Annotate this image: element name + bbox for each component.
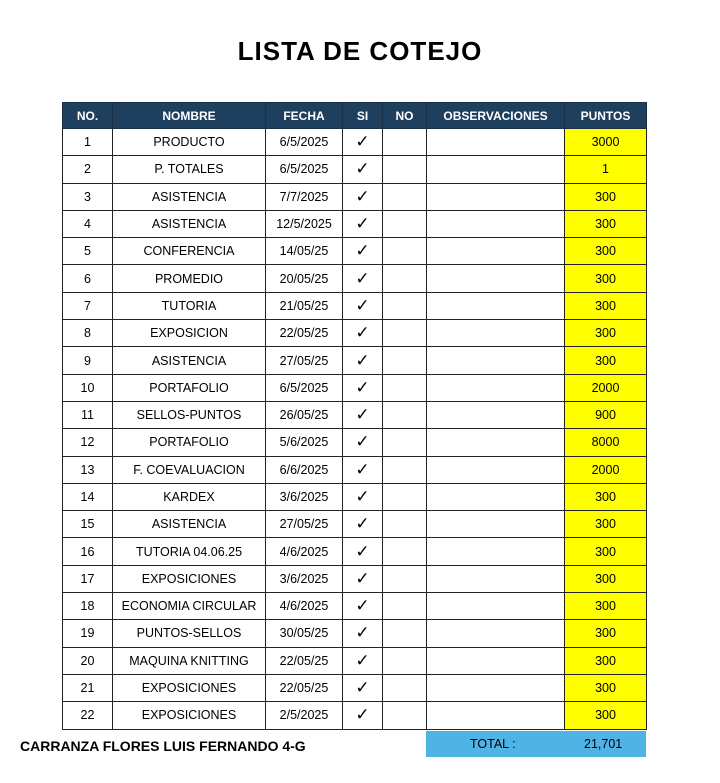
row-nombre: ECONOMIA CIRCULAR: [113, 593, 266, 620]
row-no-mark: [383, 483, 427, 510]
table-row: [63, 156, 647, 183]
row-observaciones: [427, 647, 565, 674]
table-body: [63, 129, 647, 730]
row-si-check: ✓: [343, 593, 383, 620]
table-row: [63, 238, 647, 265]
row-puntos: 300: [565, 483, 647, 510]
row-number: 14: [63, 483, 113, 510]
row-number: 13: [63, 456, 113, 483]
row-si-check: ✓: [343, 129, 383, 156]
row-nombre: PUNTOS-SELLOS: [113, 620, 266, 647]
row-fecha: 21/05/25: [266, 292, 343, 319]
row-no-mark: [383, 374, 427, 401]
page-title: LISTA DE COTEJO: [237, 36, 483, 66]
row-nombre: PRODUCTO: [113, 129, 266, 156]
row-si-check: ✓: [343, 674, 383, 701]
row-si-check: ✓: [343, 702, 383, 729]
row-fecha: 3/6/2025: [266, 483, 343, 510]
row-observaciones: [427, 374, 565, 401]
row-puntos: 300: [565, 674, 647, 701]
row-nombre: TUTORIA: [113, 292, 266, 319]
row-puntos: 3000: [565, 129, 647, 156]
row-no-mark: [383, 238, 427, 265]
row-number: 17: [63, 565, 113, 592]
row-si-check: ✓: [343, 401, 383, 428]
row-number: 22: [63, 702, 113, 729]
row-number: 18: [63, 593, 113, 620]
row-fecha: 6/5/2025: [266, 129, 343, 156]
row-nombre: MAQUINA KNITTING: [113, 647, 266, 674]
row-number: 16: [63, 538, 113, 565]
row-no-mark: [383, 511, 427, 538]
row-nombre: ASISTENCIA: [113, 210, 266, 237]
row-si-check: ✓: [343, 538, 383, 565]
row-puntos: 300: [565, 238, 647, 265]
total-label: TOTAL :: [470, 737, 516, 751]
row-observaciones: [427, 620, 565, 647]
row-nombre: PORTAFOLIO: [113, 429, 266, 456]
row-si-check: ✓: [343, 620, 383, 647]
table-row: [63, 292, 647, 319]
header-si: SI: [343, 103, 383, 129]
table-row: [63, 620, 647, 647]
row-observaciones: [427, 347, 565, 374]
row-si-check: ✓: [343, 292, 383, 319]
row-observaciones: [427, 483, 565, 510]
row-fecha: 7/7/2025: [266, 183, 343, 210]
row-puntos: 2000: [565, 374, 647, 401]
row-puntos: 900: [565, 401, 647, 428]
row-nombre: EXPOSICIONES: [113, 702, 266, 729]
row-observaciones: [427, 265, 565, 292]
row-number: 4: [63, 210, 113, 237]
row-observaciones: [427, 429, 565, 456]
checklist-table: [62, 102, 647, 730]
row-no-mark: [383, 620, 427, 647]
row-observaciones: [427, 401, 565, 428]
row-observaciones: [427, 238, 565, 265]
row-puntos: 300: [565, 183, 647, 210]
header-fecha: FECHA: [266, 103, 343, 129]
row-si-check: ✓: [343, 156, 383, 183]
row-puntos: 300: [565, 265, 647, 292]
table-row: [63, 511, 647, 538]
row-no-mark: [383, 183, 427, 210]
row-fecha: 22/05/25: [266, 320, 343, 347]
row-fecha: 6/5/2025: [266, 156, 343, 183]
table-row: [63, 320, 647, 347]
row-observaciones: [427, 210, 565, 237]
row-puntos: 300: [565, 511, 647, 538]
row-puntos: 300: [565, 702, 647, 729]
table-row: [63, 538, 647, 565]
row-nombre: F. COEVALUACION: [113, 456, 266, 483]
table-row: [63, 456, 647, 483]
row-fecha: 5/6/2025: [266, 429, 343, 456]
row-nombre: P. TOTALES: [113, 156, 266, 183]
row-nombre: CONFERENCIA: [113, 238, 266, 265]
table-row: [63, 593, 647, 620]
row-si-check: ✓: [343, 647, 383, 674]
row-si-check: ✓: [343, 238, 383, 265]
row-si-check: ✓: [343, 374, 383, 401]
row-no-mark: [383, 647, 427, 674]
row-no-mark: [383, 429, 427, 456]
row-no-mark: [383, 702, 427, 729]
row-observaciones: [427, 511, 565, 538]
row-si-check: ✓: [343, 456, 383, 483]
row-fecha: 6/6/2025: [266, 456, 343, 483]
row-observaciones: [427, 292, 565, 319]
row-observaciones: [427, 674, 565, 701]
row-puntos: 300: [565, 292, 647, 319]
row-nombre: SELLOS-PUNTOS: [113, 401, 266, 428]
row-fecha: 14/05/25: [266, 238, 343, 265]
row-number: 1: [63, 129, 113, 156]
table-row: [63, 647, 647, 674]
row-fecha: 30/05/25: [266, 620, 343, 647]
row-fecha: 27/05/25: [266, 511, 343, 538]
row-observaciones: [427, 456, 565, 483]
row-number: 21: [63, 674, 113, 701]
row-number: 11: [63, 401, 113, 428]
row-fecha: 3/6/2025: [266, 565, 343, 592]
row-observaciones: [427, 593, 565, 620]
row-fecha: 12/5/2025: [266, 210, 343, 237]
row-no-mark: [383, 674, 427, 701]
row-si-check: ✓: [343, 429, 383, 456]
row-fecha: 6/5/2025: [266, 374, 343, 401]
row-puntos: 300: [565, 593, 647, 620]
table-row: [63, 347, 647, 374]
row-puntos: 300: [565, 647, 647, 674]
row-fecha: 2/5/2025: [266, 702, 343, 729]
row-nombre: PROMEDIO: [113, 265, 266, 292]
row-fecha: 4/6/2025: [266, 593, 343, 620]
total-box: [426, 731, 646, 757]
row-puntos: 300: [565, 565, 647, 592]
header-puntos: PUNTOS: [565, 103, 647, 129]
row-nombre: ASISTENCIA: [113, 183, 266, 210]
row-no-mark: [383, 129, 427, 156]
table-row: [63, 265, 647, 292]
row-observaciones: [427, 320, 565, 347]
row-puntos: 300: [565, 347, 647, 374]
row-no-mark: [383, 265, 427, 292]
row-fecha: 27/05/25: [266, 347, 343, 374]
row-si-check: ✓: [343, 183, 383, 210]
row-number: 6: [63, 265, 113, 292]
table-row: [63, 429, 647, 456]
row-si-check: ✓: [343, 265, 383, 292]
row-si-check: ✓: [343, 210, 383, 237]
row-si-check: ✓: [343, 320, 383, 347]
row-number: 15: [63, 511, 113, 538]
row-puntos: 2000: [565, 456, 647, 483]
row-nombre: EXPOSICIONES: [113, 565, 266, 592]
table-row: [63, 674, 647, 701]
row-si-check: ✓: [343, 483, 383, 510]
row-no-mark: [383, 210, 427, 237]
row-observaciones: [427, 129, 565, 156]
row-nombre: PORTAFOLIO: [113, 374, 266, 401]
row-number: 5: [63, 238, 113, 265]
row-number: 9: [63, 347, 113, 374]
header-nombre: NOMBRE: [113, 103, 266, 129]
row-fecha: 4/6/2025: [266, 538, 343, 565]
table-row: [63, 401, 647, 428]
row-observaciones: [427, 565, 565, 592]
row-number: 12: [63, 429, 113, 456]
row-number: 8: [63, 320, 113, 347]
row-fecha: 26/05/25: [266, 401, 343, 428]
row-observaciones: [427, 183, 565, 210]
row-observaciones: [427, 702, 565, 729]
table-row: [63, 702, 647, 729]
row-nombre: ASISTENCIA: [113, 347, 266, 374]
row-number: 2: [63, 156, 113, 183]
row-nombre: TUTORIA 04.06.25: [113, 538, 266, 565]
header-observaciones: OBSERVACIONES: [427, 103, 565, 129]
row-si-check: ✓: [343, 565, 383, 592]
student-name: CARRANZA FLORES LUIS FERNANDO 4-G: [20, 738, 306, 754]
row-no-mark: [383, 156, 427, 183]
row-no-mark: [383, 593, 427, 620]
table-row: [63, 483, 647, 510]
row-puntos: 300: [565, 320, 647, 347]
row-nombre: EXPOSICIONES: [113, 674, 266, 701]
row-number: 20: [63, 647, 113, 674]
row-no-mark: [383, 347, 427, 374]
header-no: NO.: [63, 103, 113, 129]
table-row: [63, 210, 647, 237]
row-number: 3: [63, 183, 113, 210]
row-puntos: 1: [565, 156, 647, 183]
row-number: 19: [63, 620, 113, 647]
header-row: [63, 103, 647, 129]
row-number: 10: [63, 374, 113, 401]
row-puntos: 8000: [565, 429, 647, 456]
row-number: 7: [63, 292, 113, 319]
table-row: [63, 129, 647, 156]
row-fecha: 22/05/25: [266, 647, 343, 674]
total-value: 21,701: [584, 737, 623, 751]
row-fecha: 22/05/25: [266, 674, 343, 701]
row-nombre: EXPOSICION: [113, 320, 266, 347]
row-si-check: ✓: [343, 347, 383, 374]
row-observaciones: [427, 538, 565, 565]
row-no-mark: [383, 538, 427, 565]
row-no-mark: [383, 565, 427, 592]
row-fecha: 20/05/25: [266, 265, 343, 292]
row-observaciones: [427, 156, 565, 183]
row-si-check: ✓: [343, 511, 383, 538]
row-no-mark: [383, 320, 427, 347]
row-puntos: 300: [565, 538, 647, 565]
row-puntos: 300: [565, 210, 647, 237]
table-row: [63, 183, 647, 210]
row-nombre: KARDEX: [113, 483, 266, 510]
row-no-mark: [383, 456, 427, 483]
row-no-mark: [383, 401, 427, 428]
row-no-mark: [383, 292, 427, 319]
table-row: [63, 374, 647, 401]
row-puntos: 300: [565, 620, 647, 647]
header-no-mark: NO: [383, 103, 427, 129]
table-row: [63, 565, 647, 592]
row-nombre: ASISTENCIA: [113, 511, 266, 538]
